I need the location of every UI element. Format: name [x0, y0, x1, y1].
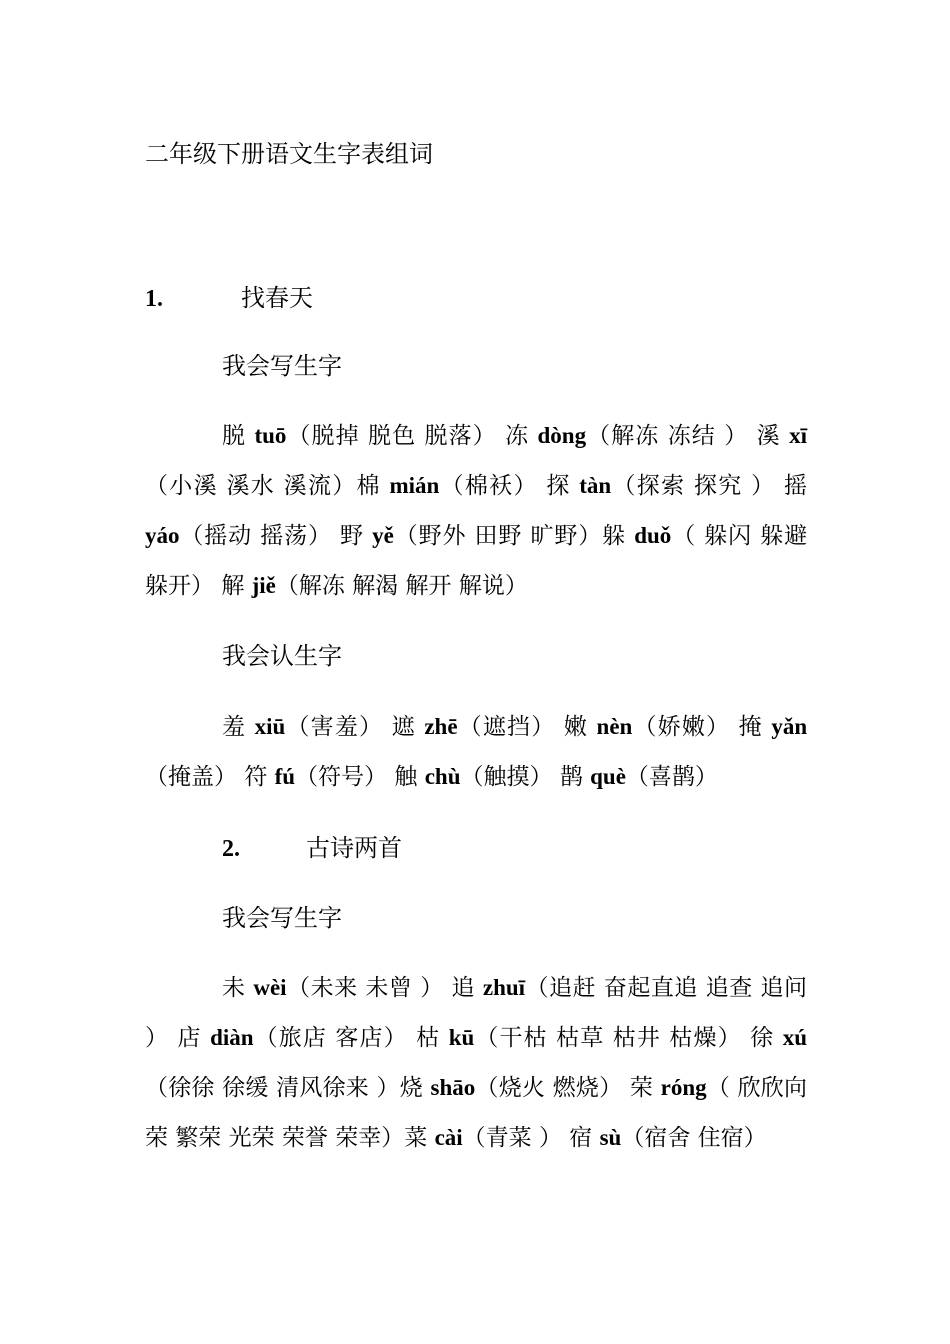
char-entry: 躲 duǒ（ 躲闪 躲避 躲开）: [145, 523, 808, 599]
char-entry: 遮 zhē（遮挡）: [391, 714, 556, 740]
char-entry: 宿 sù（宿舍 住宿）: [569, 1125, 767, 1151]
char-entry: 棉 mián（棉袄）: [356, 473, 538, 499]
section-number: 1.: [145, 286, 163, 312]
section-1-heading: [145, 282, 313, 315]
char-entry: 追 zhuī（追赶 奋起直追 追查 追问 ）: [145, 975, 808, 1051]
section-2-write-heading: 我会写生字: [222, 904, 342, 932]
char-entry: 菜 cài（青菜 ）: [404, 1125, 562, 1151]
char-entry: 嫩 nèn（娇嫩）: [563, 714, 731, 740]
section-1-read-heading: 我会认生字: [222, 642, 342, 670]
section-2-heading: [222, 832, 402, 865]
char-entry: 脱 tuō（脱掉 脱色 脱落）: [222, 423, 497, 449]
char-entry: 解 jiě（解冻 解渴 解开 解说）: [221, 573, 528, 599]
char-entry: 未 wèi（未来 未曾 ）: [222, 975, 444, 1001]
section-2-write-list: [145, 963, 807, 1163]
char-entry: 鹊 què（喜鹊）: [559, 764, 718, 790]
char-entry: 羞 xiū（害羞）: [222, 714, 384, 740]
char-entry: 野 yě（野外 田野 旷野）: [340, 523, 603, 549]
section-number: 2.: [222, 836, 240, 862]
char-entry: 店 diàn（旅店 客店）: [177, 1025, 408, 1051]
section-1-write-list: [145, 411, 807, 611]
char-entry: 触 chù（触摸）: [394, 764, 553, 790]
section-name: 古诗两首: [306, 834, 402, 862]
section-1-read-list: [145, 702, 807, 802]
document-title: 二年级下册语文生字表组词: [145, 140, 433, 168]
char-entry: 溪 xī（小溪 溪水 溪流）: [145, 423, 807, 499]
char-entry: 烧 shāo（烧火 燃烧）: [399, 1075, 623, 1101]
char-entry: 枯 kū（干枯 枯草 枯井 枯燥）: [416, 1025, 742, 1051]
section-name: 找春天: [241, 284, 313, 312]
char-entry: 探 tàn（探索 探究 ）: [546, 473, 776, 499]
section-1-write-heading: 我会写生字: [222, 352, 342, 380]
char-entry: 摇 yáo（摇动 摇荡）: [145, 473, 808, 549]
char-entry: 徐 xú（徐徐 徐缓 清风徐来 ）: [145, 1025, 807, 1101]
char-entry: 掩 yǎn（掩盖）: [145, 714, 808, 790]
char-entry: 符 fú（符号）: [244, 764, 388, 790]
char-entry: 荣 róng（ 欣欣向荣 繁荣 光荣 荣誉 荣幸）: [145, 1075, 808, 1151]
char-entry: 冻 dòng（解冻 冻结 ）: [505, 423, 749, 449]
